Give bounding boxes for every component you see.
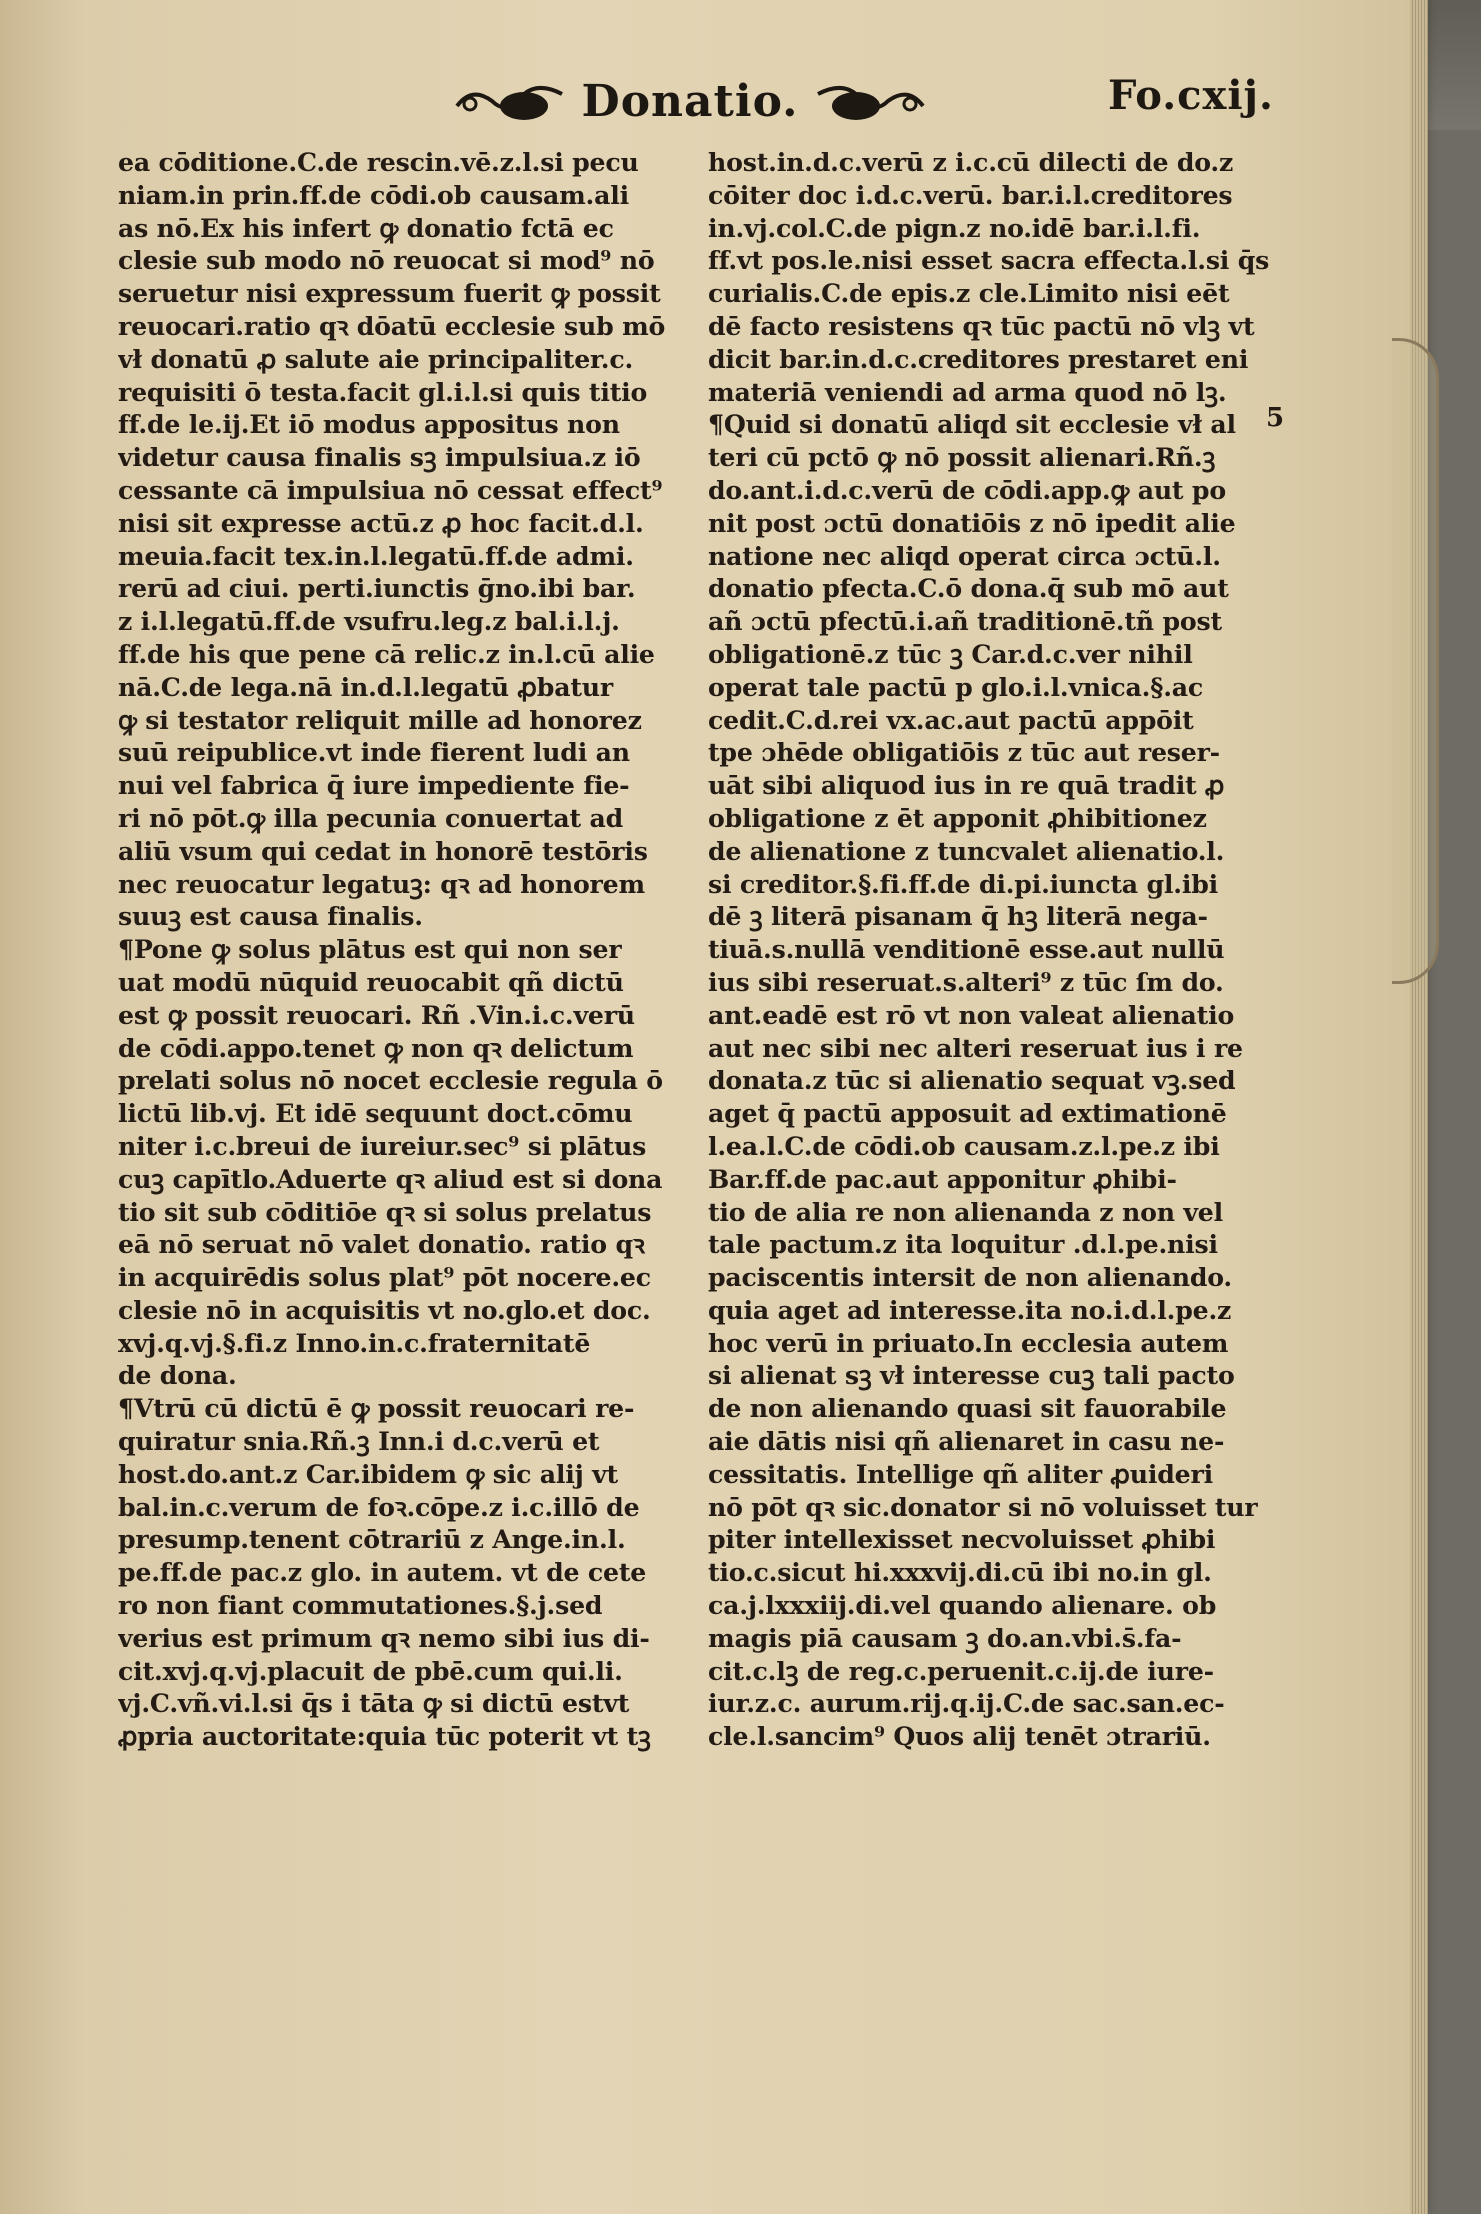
text-line: piter intellexisset necvoluisset ꝓhibi	[708, 1524, 1216, 1555]
text-line: uāt sibi aliquod ius in re quā tradit ꝓ	[708, 770, 1225, 801]
text-line: ff.de le.ij.Et iō modus appositus non	[118, 409, 620, 440]
text-line: tio de alia re non alienanda z non vel	[708, 1196, 1224, 1227]
text-line: aut nec sibi nec alteri reseruat ius i re	[708, 1032, 1243, 1063]
running-title: Donatio.	[581, 75, 799, 127]
text-line: ius sibi reseruat.s.alteri⁹ z tūc ſm do.	[708, 966, 1224, 997]
text-line: quia aget ad interesse.ita no.i.d.l.pe.z	[708, 1294, 1232, 1325]
text-line: añ ɔctū pfectū.i.añ traditionē.tñ post	[708, 606, 1222, 637]
text-line: aie dātis nisi qñ alienaret in casu ne-	[708, 1426, 1225, 1457]
text-line: donata.z tūc si alienatio sequat vꝫ.sed	[708, 1065, 1236, 1096]
text-line: l.ea.l.C.de cōdi.ob causam.z.l.pe.z ibi	[708, 1130, 1220, 1161]
text-line: tpe ɔhēde obligatiōis z tūc aut reser-	[708, 737, 1220, 768]
text-line: clesie nō in acquisitis vt no.glo.et doc.	[118, 1294, 651, 1325]
text-line: hoc verū in priuato.In ecclesia autem	[708, 1327, 1229, 1358]
text-line: cit.xvj.q.vj.placuit de pbē.cum qui.li.	[118, 1655, 623, 1686]
text-line: iur.z.c. aurum.rij.q.ij.C.de sac.san.ec-	[708, 1688, 1225, 1719]
text-line: ¶Vtrū cū dictū ē ꝙ possit reuocari re-	[118, 1393, 635, 1424]
text-line: rerū ad ciui. perti.iunctis ḡno.ibi bar.	[118, 573, 636, 604]
text-line: eā nō seruat nō valet donatio. ratio qꝛ	[118, 1229, 645, 1260]
text-line: xvj.q.vj.§.fi.z Inno.in.c.fraternitatē	[118, 1327, 591, 1358]
text-line: nui vel fabrica q̄ iure impediente fie-	[118, 770, 630, 801]
text-line: host.in.d.c.verū z i.c.cū dilecti de do.z	[708, 147, 1234, 177]
text-line: nisi sit expresse actū.z ꝓ hoc facit.d.l.	[118, 507, 644, 538]
right-text-column	[708, 146, 1288, 1753]
text-line: seruetur nisi expressum fuerit ꝙ possit	[118, 278, 661, 309]
text-line: ca.j.lxxxiij.di.vel quando alienare. ob	[708, 1590, 1217, 1621]
text-line: requisiti ō testa.facit gl.i.l.si quis titio	[118, 376, 648, 407]
text-line: presump.tenent cōtrariū z Ange.in.l.	[118, 1524, 626, 1555]
text-line: do.ant.i.d.c.verū de cōdi.app.ꝙ aut po	[708, 474, 1226, 505]
text-line: ri nō pōt.ꝙ illa pecunia conuertat ad	[118, 802, 623, 833]
text-line: reuocari.ratio qꝛ dōatū ecclesie sub mō	[118, 310, 666, 341]
text-line: ff.de his que pene cā relic.z in.l.cū alie	[118, 638, 655, 669]
text-line: natione nec aliqd operat circa ɔctū.l.	[708, 540, 1221, 571]
text-line: pe.ff.de pac.z glo. in autem. vt de cete	[118, 1557, 647, 1588]
text-line: magis piā causam ꝫ do.an.vbi.s̄.fa-	[708, 1622, 1182, 1653]
page-tab-marker	[1392, 338, 1439, 984]
text-line: est ꝙ possit reuocari. Rñ .Vin.i.c.verū	[118, 999, 635, 1030]
text-line: ¶Quid si donatū aliqd sit ecclesie vł al	[708, 409, 1236, 440]
text-line: dicit bar.in.d.c.creditores prestaret eni	[708, 343, 1249, 374]
marginal-note: 5	[1266, 403, 1285, 433]
text-line: verius est primum qꝛ nemo sibi ius di-	[118, 1622, 650, 1653]
text-line: de non alienando quasi sit fauorabile	[708, 1393, 1227, 1424]
text-line: ro non fiant commutationes.§.j.sed	[118, 1590, 603, 1621]
text-line: de cōdi.appo.tenet ꝙ non qꝛ delictum	[118, 1032, 634, 1063]
text-line: operat tale pactū p glo.i.l.vnica.§.ac	[708, 671, 1204, 702]
text-line: tio sit sub cōditiōe qꝛ si solus prelatus	[118, 1196, 652, 1227]
text-line: host.do.ant.z Car.ibidem ꝙ sic alij vt	[118, 1458, 618, 1489]
text-line: Bar.ff.de pac.aut apponitur ꝓhibi-	[708, 1163, 1177, 1194]
text-line: prelati solus nō nocet ecclesie regula ō	[118, 1065, 663, 1096]
text-line: ꝓpria auctoritate:quia tūc poterit vt tꝫ	[118, 1721, 651, 1752]
text-line: aliū vsum qui cedat in honorē testōris	[118, 835, 648, 866]
text-line: meuia.facit tex.in.l.legatū.ff.de admi.	[118, 540, 634, 571]
text-line: aget q̄ pactū apposuit ad extimationē	[708, 1098, 1227, 1129]
page-stack-edge	[1410, 0, 1428, 2214]
text-line: in acquirēdis solus plat⁹ pōt nocere.ec	[118, 1262, 651, 1293]
text-line: cessante cā impulsiua nō cessat effect⁹	[118, 474, 663, 505]
text-line: ant.eadē est rō vt non valeat alienatio	[708, 999, 1235, 1030]
text-line: bal.in.c.verum de foꝛ.cōpe.z i.c.illō de	[118, 1491, 640, 1522]
text-line: cessitatis. Intellige qñ aliter ꝓuideri	[708, 1458, 1213, 1489]
text-line: lictū lib.vj. Et idē sequunt doct.cōmu	[118, 1098, 633, 1129]
text-line: dē ꝫ literā pisanam q̄ hꝫ literā nega-	[708, 901, 1208, 932]
text-line: ꝙ si testator reliquit mille ad honorez	[118, 704, 642, 735]
text-line: paciscentis intersit de non alienando.	[708, 1262, 1232, 1293]
text-line: de dona.	[118, 1360, 237, 1391]
text-line: cit.c.lꝫ de reg.c.peruenit.c.ij.de iure-	[708, 1655, 1214, 1686]
text-line: nā.C.de lega.nā in.d.l.legatū ꝓbatur	[118, 671, 613, 702]
text-line: cle.l.sancim⁹ Quos alij tenēt ɔtrariū.	[708, 1721, 1211, 1752]
text-line: niter i.c.breui de iureiur.sec⁹ si plātus	[118, 1130, 647, 1161]
right-fleuron-icon	[808, 76, 928, 126]
text-line: ff.vt pos.le.nisi esset sacra effecta.l.si q̄s	[708, 245, 1270, 276]
text-line: suū reipublice.vt inde fierent ludi an	[118, 737, 630, 768]
text-line: uat modū nūquid reuocabit qñ dictū	[118, 966, 624, 997]
folio-number: Fo.cxij.	[1108, 72, 1274, 119]
text-line: nō pōt qꝛ sic.donator si nō voluisset tur	[708, 1491, 1258, 1522]
text-line: clesie sub modo nō reuocat si mod⁹ nō	[118, 245, 655, 276]
text-line: tiuā.s.nullā venditionē esse.aut nullū	[708, 934, 1225, 965]
text-line: cedit.C.d.rei vx.ac.aut pactū appōit	[708, 704, 1194, 735]
text-line: ea cōditione.C.de rescin.vē.z.l.si pecu	[118, 147, 639, 177]
text-line: as nō.Ex his infert ꝙ donatio fctā ec	[118, 212, 614, 243]
text-line: donatio pfecta.C.ō dona.q̄ sub mō aut	[708, 573, 1229, 604]
text-line: teri cū pctō ꝙ nō possit alienari.Rñ.ꝫ	[708, 442, 1216, 473]
text-line: si creditor.§.fi.ff.de di.pi.iuncta gl.ibi	[708, 868, 1218, 899]
text-line: nit post ɔctū donatiōis z nō ipedit alie	[708, 507, 1236, 538]
text-line: tio.c.sicut hi.xxxvij.di.cū ibi no.in gl.	[708, 1557, 1212, 1588]
text-line: ¶Pone ꝙ solus plātus est qui non ser	[118, 934, 622, 965]
text-line: cōiter doc i.d.c.verū. bar.i.l.creditores	[708, 179, 1233, 210]
text-line: materiā veniendi ad arma quod nō lꝫ.	[708, 376, 1227, 407]
text-line: cuꝫ capītlo.Aduerte qꝛ aliud est si dona	[118, 1163, 663, 1194]
text-line: tale pactum.z ita loquitur .d.l.pe.nisi	[708, 1229, 1218, 1260]
page-header	[440, 66, 940, 136]
text-line: videtur causa finalis sꝫ impulsiua.z iō	[118, 442, 641, 473]
text-line: si alienat sꝫ vł interesse cuꝫ tali pacto	[708, 1360, 1235, 1391]
text-line: vj.C.vñ.vi.l.si q̄s i tāta ꝙ si dictū estvt	[118, 1688, 630, 1719]
text-line: nec reuocatur legatuꝫ: qꝛ ad honorem	[118, 868, 645, 899]
text-line: curialis.C.de epis.z cle.Limito nisi eēt	[708, 278, 1230, 309]
left-fleuron-icon	[452, 76, 572, 126]
text-line: obligatione z ēt apponit ꝓhibitionez	[708, 802, 1207, 833]
text-line: suuꝫ est causa finalis.	[118, 901, 423, 932]
text-line: in.vj.col.C.de pign.z no.idē bar.i.l.fi.	[708, 212, 1201, 243]
text-line: dē facto resistens qꝛ tūc pactū nō vlꝫ vt	[708, 310, 1255, 341]
left-text-column	[118, 146, 698, 1753]
text-line: niam.in prin.ff.de cōdi.ob causam.ali	[118, 179, 629, 210]
text-line: quiratur snia.Rñ.ꝫ Inn.i d.c.verū et	[118, 1426, 600, 1457]
text-line: z i.l.legatū.ff.de vsufru.leg.z bal.i.l.j.	[118, 606, 620, 637]
text-line: de alienatione z tuncvalet alienatio.l.	[708, 835, 1225, 866]
text-line: obligationē.z tūc ꝫ Car.d.c.ver nihil	[708, 638, 1193, 669]
text-line: vł donatū ꝓ salute aie principaliter.c.	[118, 343, 634, 374]
